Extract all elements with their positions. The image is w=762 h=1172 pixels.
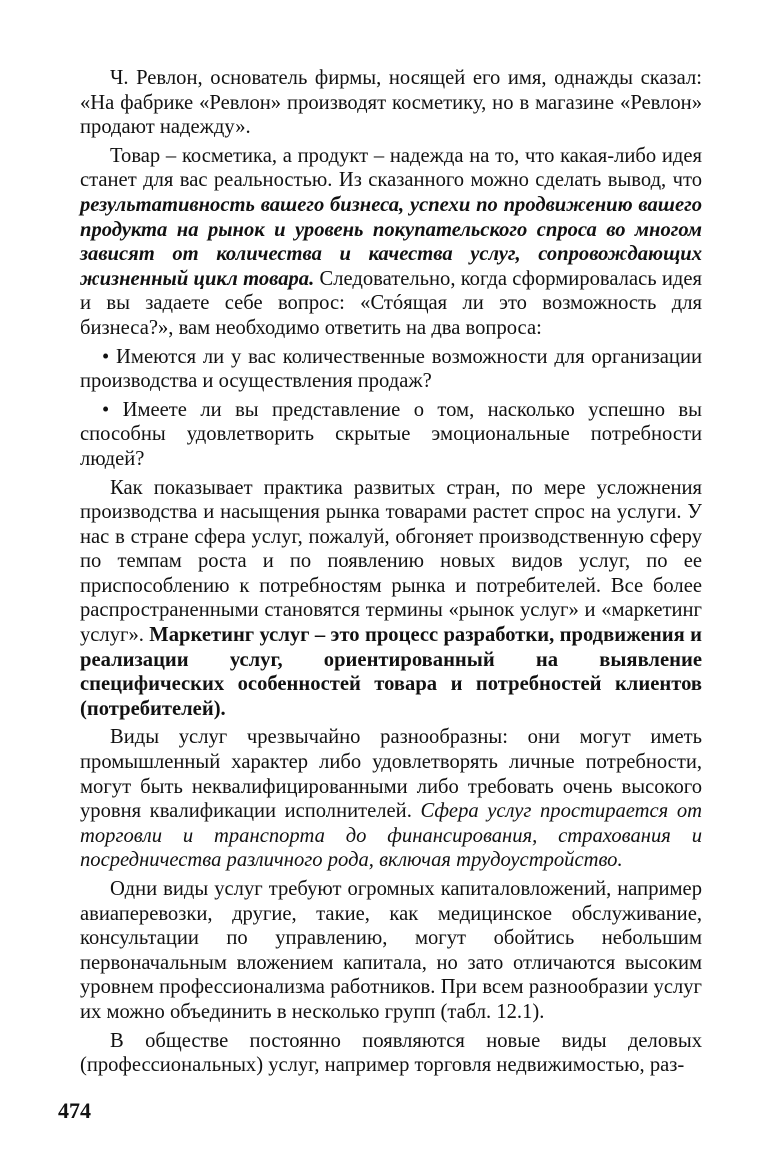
paragraph-text: Одни виды услуг требуют огромных капиталовложений, например авиаперевозки, другие, такие, как медицинское обслуживание, консультации по управлению, могут обойтись небольшим первоначальным вложением капитала, но зато отличаются высоким уровнем профессионализма работников. При всем разнообразии услуг их можно объединить в несколько групп (табл. 12.1). xyxy=(80,878,702,1023)
paragraph-service-types xyxy=(80,725,702,873)
paragraph-product-hope xyxy=(80,144,702,341)
italic-text: Сфера услуг простирается от торговли и транспорта до финансирования, страхования и посредничества различного рода, включая трудоустройство. xyxy=(80,800,702,872)
paragraph-text: Ч. Ревлон, основатель фирмы, носящей его имя, однажды сказал: «На фабрике «Ревлон» производят косметику, но в магазине «Ревлон» продают надежду». xyxy=(80,67,702,139)
paragraph-text: Товар – косметика, а продукт – надежда на то, что какая-либо идея станет для вас реальностью. Из сказанного можно сделать вывод, что xyxy=(80,144,702,192)
paragraph-capital xyxy=(80,877,702,1025)
paragraph-text: Как показывает практика развитых стран, по мере усложнения производства и насыщения рынка товарами растет спрос на услуги. У нас в стране сфера услуг, пожалуй, обгоняет производственную сферу по темпам роста и по появлению новых видов услуг, по ее приспособлению к потребностям рынка и потребителей. Все более распространенными становятся термины «рынок услуг» и «маркетинг услуг». xyxy=(80,476,702,647)
definition-text: Маркетинг услуг – это процесс разработки, продвижения и реализации услуг, ориентированный на выявление специфических особенностей товара и потребностей клиентов (потребителей). xyxy=(80,624,702,720)
paragraph-services-marketing xyxy=(80,476,702,722)
bullet-text: • Имеются ли у вас количественные возможности для организации производства и осуществления продаж? xyxy=(80,345,702,393)
page-number: 474 xyxy=(58,1098,91,1123)
bullet-text: • Имеете ли вы представление о том, насколько успешно вы способны удовлетворить скрытые эмоциональные потребности людей? xyxy=(80,398,702,470)
bullet-item-emotional xyxy=(80,398,702,472)
emphasis-text: результативность вашего бизнеса, успехи по продвижению вашего продукта на рынок и уровень покупательского спроса во многом зависят от количества и качества услуг, сопровождающих жизненный цикл товара. xyxy=(80,193,702,290)
body-text xyxy=(80,66,702,1082)
paragraph-text: Следовательно, когда сформировалась идея и вы задаете себе вопрос: «Стóящая ли это возможность для бизнеса?», вам необходимо ответить на два вопроса: xyxy=(80,267,702,339)
paragraph-text: В обществе постоянно появляются новые виды деловых (профессиональных) услуг, например торговля недвижимостью, раз- xyxy=(80,1029,702,1077)
paragraph-new-services xyxy=(80,1029,702,1078)
bullet-item-quantitative xyxy=(80,345,702,394)
paragraph-text: Виды услуг чрезвычайно разнообразны: они могут иметь промышленный характер либо удовлетворять личные потребности, могут быть неквалифицированными либо требовать очень высокого уровня квалификации исполнителей. xyxy=(80,726,702,823)
paragraph-revlon-quote xyxy=(80,66,702,140)
